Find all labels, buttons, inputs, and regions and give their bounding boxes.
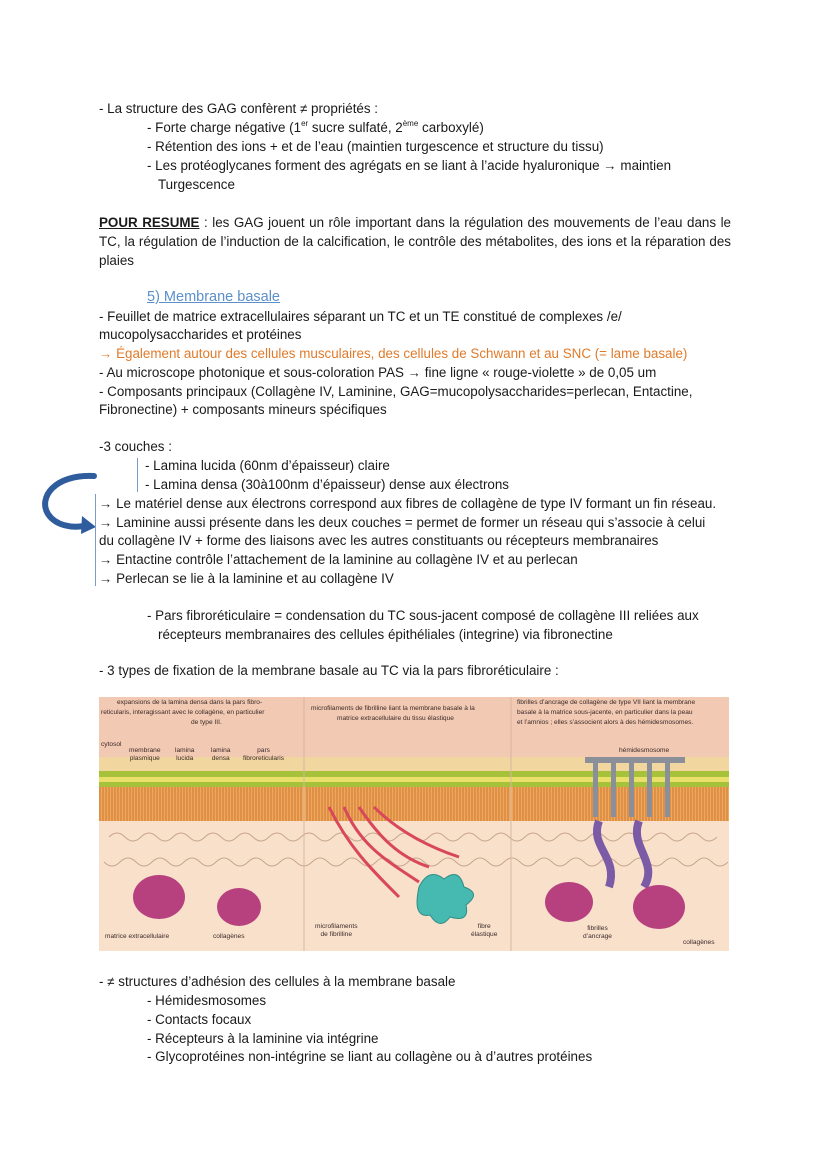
- figure-caption-right-3: et l’amnios ; elles s’associent alors à des hémidesmosomes.: [517, 719, 694, 726]
- couche-lamina-lucida: - Lamina lucida (60nm d’épaisseur) claire: [145, 458, 390, 473]
- arrow-line-entactine: → Entactine contrôle l’attachement de la laminine au collagène IV et au perlecan: [99, 552, 578, 567]
- membrane-line-4: - Au microscope photonique et sous-coloration PAS → fine ligne « rouge-violette » de 0,05 um: [99, 365, 657, 380]
- figure-label-membrane-plasmique: membrane plasmique: [129, 747, 161, 762]
- pars-fibroreticulaire-line-2: récepteurs membranaires des cellules épithéliales (integrine) via fibronectine: [158, 627, 613, 642]
- figure-label-lamina-densa: lamina densa: [211, 747, 231, 762]
- figure-caption-left-1: expansions de la lamina densa dans la pars fibro-: [117, 699, 263, 706]
- figure-caption-mid-2: matrice extracellulaire du tissu élastique: [337, 715, 454, 722]
- gag-property-aggregates: - Les protéoglycanes forment des agrégats en se liant à l’acide hyaluronique → maintien: [147, 158, 672, 173]
- figure-caption-right-2: basale à la matrice sous-jacente, en particulier dans la peau: [517, 709, 693, 716]
- arrow-line-laminine-cont: du collagène IV + forme des liaisons avec les autres constituants ou récepteurs membranaires: [99, 533, 659, 548]
- arrows-bracket: [95, 494, 96, 586]
- arrow-line-collagene: → Le matériel dense aux électrons correspond aux fibres de collagène de type IV formant un fin réseau.: [99, 496, 717, 511]
- pars-fibroreticulaire-line-1: - Pars fibroréticulaire = condensation du TC sous-jacent composé de collagène III reliées aux: [147, 608, 699, 623]
- figure-label-fibrilles-ancrage: fibrilles d’ancrage: [583, 925, 612, 940]
- basement-membrane-figure: [99, 697, 729, 951]
- membrane-line-6: Fibronectine) + composants mineurs spécifiques: [99, 402, 387, 417]
- resume-paragraph: POUR RESUME : les GAG jouent un rôle important dans la régulation des mouvements de l’eau dans le TC, la régulation de l’induction de la calcification, le contrôle des métabolites, des ions et la réparation des plaies: [99, 215, 731, 268]
- membrane-line-1: - Feuillet de matrice extracellulaires séparant un TC et un TE constitué de complexes /e/: [99, 309, 622, 324]
- section-heading-membrane-basale: 5) Membrane basale: [147, 289, 280, 305]
- adhesion-item-contacts-focaux: - Contacts focaux: [147, 1012, 252, 1027]
- figure-caption-mid-1: microfilaments de fibrilline liant la membrane basale à la: [311, 705, 475, 712]
- couche-lamina-densa: - Lamina densa (30à100nm d’épaisseur) dense aux électrons: [145, 477, 509, 492]
- resume-label: POUR RESUME: [99, 215, 200, 230]
- adhesion-item-hemidesmosomes: - Hémidesmosomes: [147, 993, 267, 1008]
- gag-property-retention: - Rétention des ions + et de l’eau (maintien turgescence et structure du tissu): [147, 139, 604, 154]
- figure-caption-left-3: de type III.: [191, 719, 222, 726]
- membrane-line-2: mucopolysaccharides et protéines: [99, 327, 302, 342]
- figure-caption-right-1: fibrilles d’ancrage de collagène de type VII liant la membrane: [517, 699, 696, 706]
- figure-label-microfilaments: microfilaments de fibrilline: [315, 923, 358, 938]
- figure-label-matrice-extracellulaire: matrice extracellulaire: [105, 933, 170, 940]
- gag-intro: - La structure des GAG confèrent ≠ propriétés :: [99, 101, 379, 116]
- curved-arrow-icon: [34, 468, 100, 538]
- figure-label-lamina-lucida: lamina lucida: [175, 747, 195, 762]
- fixation-title: - 3 types de fixation de la membrane basale au TC via la pars fibroréticulaire :: [99, 663, 559, 678]
- adhesion-item-glycoproteines: - Glycoprotéines non-intégrine se liant au collagène ou à d’autres protéines: [147, 1049, 593, 1064]
- couches-title: -3 couches :: [99, 439, 172, 454]
- arrow-line-perlecan: → Perlecan se lie à la laminine et au collagène IV: [99, 571, 394, 586]
- figure-label-collagenes-left: collagènes: [213, 933, 245, 940]
- membrane-line-5: - Composants principaux (Collagène IV, Laminine, GAG=mucopolysaccharides=perlecan, Entactine,: [99, 384, 693, 399]
- figure-illustration: [99, 697, 729, 951]
- couches-bracket: [137, 458, 138, 492]
- gag-property-charge: - Forte charge négative (1er sucre sulfaté, 2ème carboxylé): [147, 119, 484, 135]
- adhesion-item-recepteurs-laminine: - Récepteurs à la laminine via intégrine: [147, 1031, 379, 1046]
- gag-property-aggregates-cont: Turgescence: [158, 177, 235, 192]
- figure-label-collagenes-right: collagènes: [683, 939, 715, 946]
- membrane-line-3-highlight: → Également autour des cellules musculaires, des cellules de Schwann et au SNC (= lame basale): [99, 346, 688, 361]
- arrow-line-laminine: → Laminine aussi présente dans les deux couches = permet de former un réseau qui s’associe à celui: [99, 515, 706, 530]
- figure-label-cytosol: cytosol: [101, 741, 122, 748]
- figure-caption-left-2: reticularis, interagissant avec le collagène, en particulier: [101, 709, 265, 716]
- figure-label-pars-fibroreticularis: pars fibroreticularis: [243, 747, 285, 762]
- figure-label-hemidesmosome: hémidesmosome: [619, 747, 670, 754]
- adhesion-title: - ≠ structures d’adhésion des cellules à la membrane basale: [99, 974, 456, 989]
- figure-label-fibre-elastique: fibre élastique: [471, 923, 498, 938]
